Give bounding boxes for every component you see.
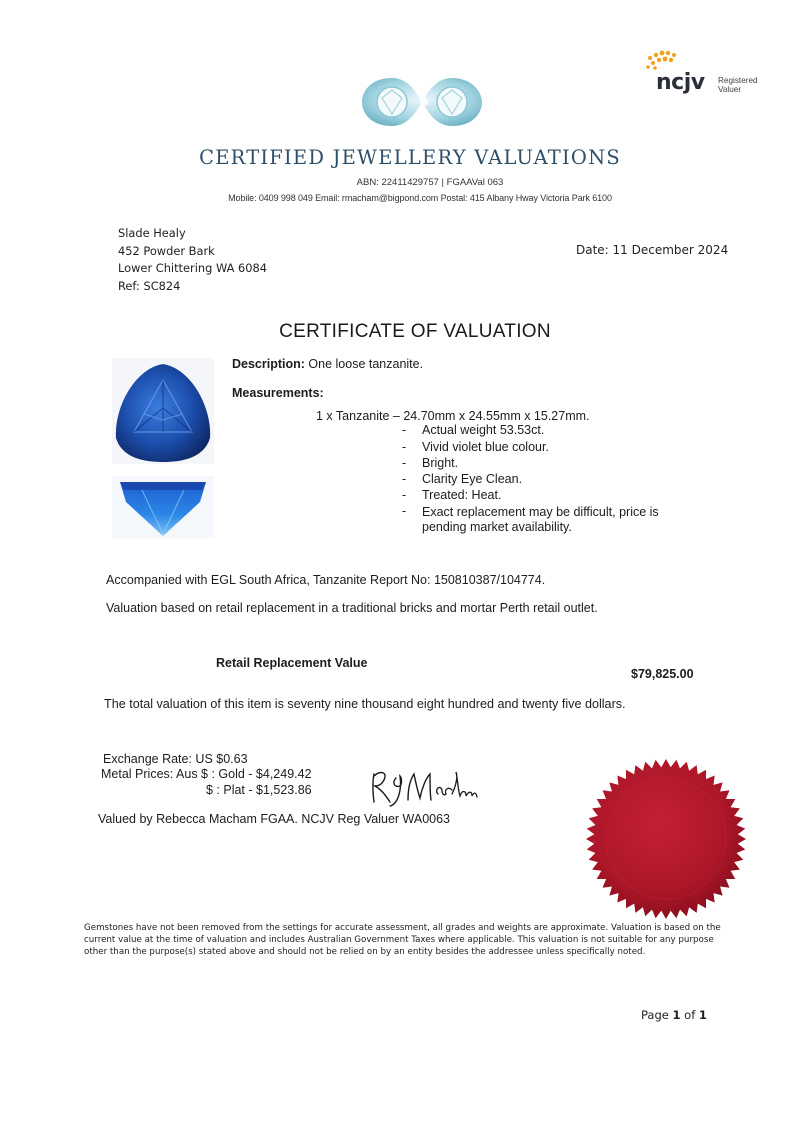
addressee-ref: Ref: SC824 <box>118 278 181 293</box>
company-logo-icon <box>358 70 486 134</box>
addressee-name: Slade Healy <box>118 226 186 240</box>
addressee-locality: Lower Chittering WA 6084 <box>118 261 267 275</box>
certificate-title: CERTIFICATE OF VALUATION <box>279 321 551 342</box>
abn-line: ABN: 22411429757 | FGAAVal 063 <box>356 177 504 188</box>
measurement-bullet: Actual weight 53.53ct. <box>422 423 545 437</box>
company-name: CERTIFIED JEWELLERY VALUATIONS <box>199 146 621 169</box>
measurements-label: Measurements: <box>232 386 324 400</box>
valuer-signature <box>368 764 480 810</box>
page-of: of <box>680 1008 699 1022</box>
red-seal-icon <box>584 757 748 921</box>
exchange-rate: Exchange Rate: US $0.63 <box>103 752 248 766</box>
certificate-date: Date: 11 December 2024 <box>576 243 729 257</box>
bullet-dash: - <box>402 440 407 454</box>
page-number <box>641 1008 707 1022</box>
valued-by: Valued by Rebecca Macham FGAA. NCJV Reg Valuer WA0063 <box>98 812 451 826</box>
accompanied-report: Accompanied with EGL South Africa, Tanzanite Report No: 150810387/104774. <box>106 573 546 587</box>
page-prefix: Page <box>641 1008 673 1022</box>
metal-price-plat: $ : Plat - $1,523.86 <box>206 783 312 797</box>
ncjv-registered-label <box>718 76 758 94</box>
bullet-dash: - <box>402 456 407 470</box>
page-current: 1 <box>672 1008 681 1022</box>
ncjv-wordmark: ncjv <box>656 70 705 95</box>
bullet-dash: - <box>402 488 407 502</box>
measurement-bullet: Clarity Eye Clean. <box>422 472 523 486</box>
ncjv-valuer: Valuer <box>718 85 742 94</box>
measurements-main: 1 x Tanzanite – 24.70mm x 24.55mm x 15.27mm. <box>316 409 590 423</box>
retail-value-label: Retail Replacement Value <box>216 656 368 670</box>
description-label: Description: <box>232 357 305 371</box>
footer-disclaimer: Gemstones have not been removed from the settings for accurate assessment, all grades and weights are approximate. Valuation is based on the current value at the time of valuation and includes Australian Government Taxes where applicable. This valuation is not suitable for any purpose other than the purpose(s) stated above and should not be relied on by an entity besides the addressee unless specifically noted. <box>84 923 721 957</box>
gem-top-view-image <box>112 358 214 464</box>
valuation-basis: Valuation based on retail replacement in a traditional bricks and mortar Perth retail outlet. <box>106 601 598 615</box>
ncjv-registered: Registered <box>718 76 758 85</box>
page-total: 1 <box>698 1008 707 1022</box>
measurement-bullet: Bright. <box>422 456 459 470</box>
metal-price-gold: Metal Prices: Aus $ : Gold - $4,249.42 <box>101 767 312 781</box>
description-line <box>232 357 423 371</box>
contact-line: Mobile: 0409 998 049 Email: rmacham@bigpond.com Postal: 415 Albany Hway Victoria Park 6100 <box>228 193 612 203</box>
bullet-dash: - <box>402 472 407 486</box>
gem-side-view-image <box>112 476 214 538</box>
addressee-block <box>118 225 267 295</box>
total-valuation-text: The total valuation of this item is seventy nine thousand eight hundred and twenty five dollars. <box>104 697 626 711</box>
measurement-bullet: Treated: Heat. <box>422 488 502 502</box>
addressee-street: 452 Powder Bark <box>118 243 215 258</box>
bullet-dash: - <box>402 504 407 518</box>
retail-value-amount: $79,825.00 <box>631 667 694 681</box>
bullet-dash: - <box>402 423 407 437</box>
description-value: One loose tanzanite. <box>308 357 424 371</box>
measurement-bullet: pending market availability. <box>422 520 572 534</box>
measurement-bullet: Exact replacement may be difficult, price is <box>422 505 659 519</box>
measurement-bullet: Vivid violet blue colour. <box>422 440 549 454</box>
